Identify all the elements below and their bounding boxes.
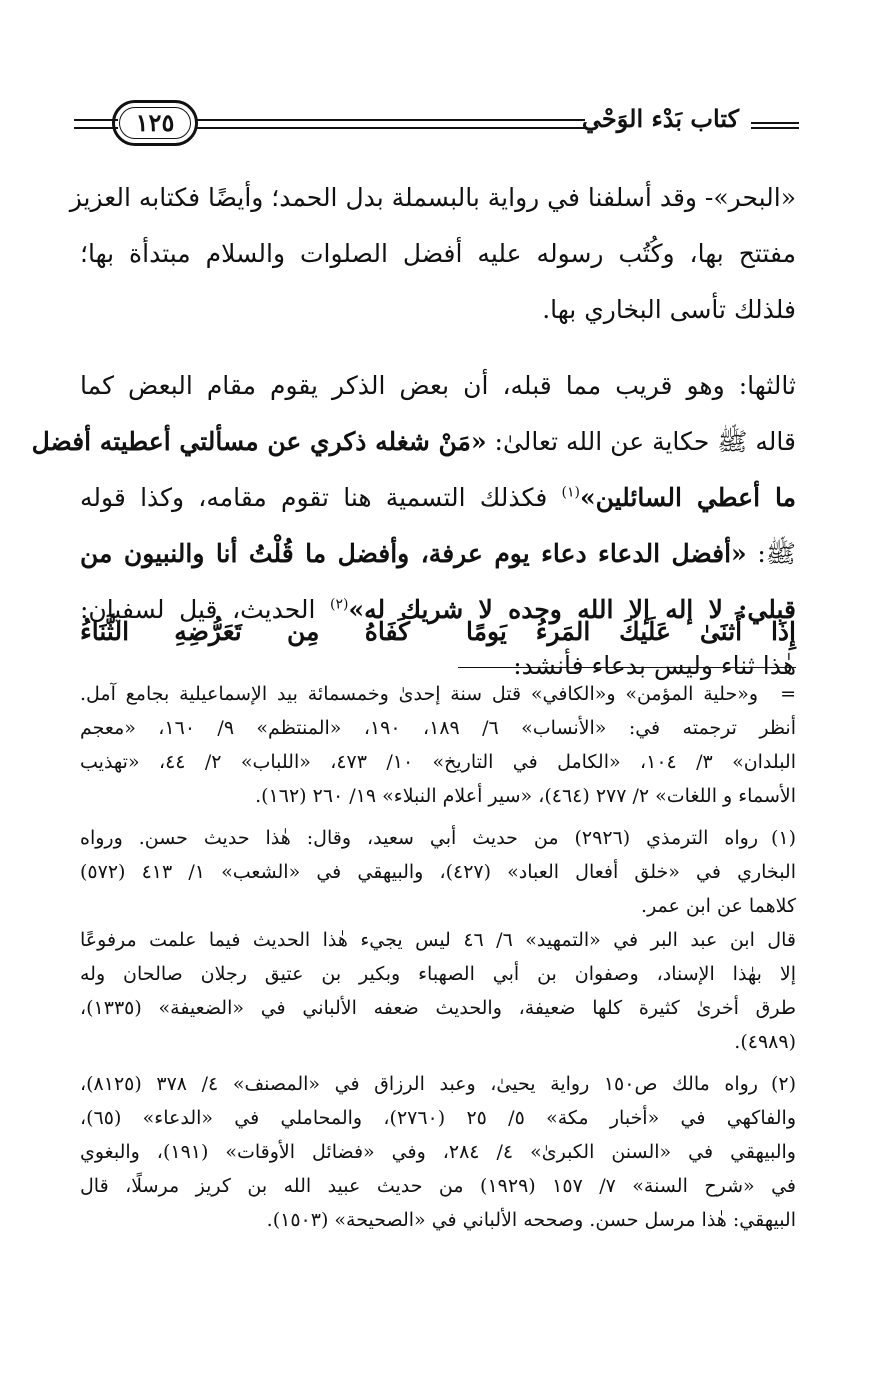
verse-hemistich-second: كَفَاهُ مِن تَعَرُّضِهِ الثَّنَاءُ xyxy=(80,617,410,646)
footnote-line: طرق أخرىٰ كثيرة كلها ضعيفة، والحديث ضعفه الألباني في «الضعيفة» (١٣٣٥)، xyxy=(80,997,796,1019)
body-line xyxy=(31,414,796,470)
footnote-2 xyxy=(80,1067,796,1237)
body-text: قاله ﷺ حكاية عن الله تعالىٰ: xyxy=(486,427,796,456)
footnote-1 xyxy=(80,821,796,1059)
header-rule-right xyxy=(751,122,799,129)
footnote-marker: (٢) xyxy=(770,1073,796,1095)
verse-hemistich-first: إِذَا أَثنَىٰ عَلَيكَ المَرءُ يَومًا xyxy=(466,617,796,646)
header-rule-middle xyxy=(192,119,585,129)
footnotes xyxy=(80,677,796,1237)
body-line: فلذلك تأسى البخاري بها. xyxy=(542,295,796,324)
body-line: «البحر»- وقد أسلفنا في رواية بالبسملة بدل الحمد؛ وأيضًا فكتابه العزيز xyxy=(69,183,796,212)
page-number: ١٢٥ xyxy=(135,108,175,137)
footnote-marker: (١) xyxy=(770,827,796,849)
footnote-marker: = xyxy=(780,683,796,705)
footnote-line: و«حلية المؤمن» و«الكافي» قتل سنة إحدىٰ وخمسمائة بيد الإسماعيلية بجامع آمل. xyxy=(80,683,758,705)
footnote-separator xyxy=(458,667,796,668)
header-rule-left xyxy=(74,119,118,129)
body-line: مفتتح بها، وكُتُب رسوله عليه أفضل الصلوات والسلام مبتدأة بها؛ xyxy=(80,239,796,268)
footnote-line: رواه مالك ص١٥٠ رواية يحيىٰ، وعبد الرزاق في «المصنف» ٤/ ٣٧٨ (٨١٢٥)، xyxy=(80,1073,758,1095)
body-line: هٰذا ثناء وليس بدعاء فأنشد: xyxy=(513,651,796,680)
hadith-quote: «أفضل الدعاء دعاء يوم عرفة، وأفضل ما قُلْتُ أنا والنبيون من xyxy=(80,539,747,568)
footnote-line: البيهقي: هٰذا مرسل حسن. وصححه الألباني في «الصحيحة» (١٥٠٣). xyxy=(266,1209,796,1231)
footnote-line: إلا بهٰذا الإسناد، وصفوان بن أبي الصهباء وبكير بن عتيق رجلان صالحان وله xyxy=(80,963,796,985)
footnote-line: في «شرح السنة» ٧/ ١٥٧ (١٩٢٩) من حديث عبيد الله بن كريز مرسلًا، قال xyxy=(80,1175,796,1197)
footnote-continued xyxy=(80,677,796,813)
footnote-line: (٤٩٨٩). xyxy=(734,1031,796,1053)
footnote-line: قال ابن عبد البر في «التمهيد» ٦/ ٤٦ ليس يجيء هٰذا الحديث فيما علمت مرفوعًا xyxy=(80,929,796,951)
body-text: ﷺ: xyxy=(746,539,797,568)
body-text: الحديث، قيل لسفيان: xyxy=(80,595,331,624)
hadith-quote: قبلي: لا إله إلا الله وحده لا شريك له» xyxy=(348,595,796,624)
page-number-frame xyxy=(112,100,198,146)
body-text: فكذلك التسمية هنا تقوم مقامه، وكذا قوله xyxy=(80,483,562,512)
footnote-line: والبيهقي في «السنن الكبرىٰ» ٤/ ٢٨٤، وفي «فضائل الأوقات» (١٩١)، والبغوي xyxy=(80,1141,796,1163)
footnote-line: أنظر ترجمته في: «الأنساب» ٦/ ١٨٩، ١٩٠، «المنتظم» ٩/ ١٦٠، «معجم xyxy=(80,717,796,739)
hadith-quote: «مَنْ شغله ذكري عن مسألتي أعطيته أفضل xyxy=(31,427,487,456)
footnote-ref-1[interactable]: (١) xyxy=(561,484,580,501)
poetry-verse xyxy=(80,604,796,660)
page-header xyxy=(74,100,799,150)
running-title: كتاب بَدْء الوَحْي xyxy=(581,104,739,133)
body-line xyxy=(80,470,796,526)
hadith-quote: ما أعطي السائلين» xyxy=(579,483,796,512)
footnote-line: البلدان» ٣/ ١٠٤، «الكامل في التاريخ» ١٠/ ٤٧٣، «اللباب» ٢/ ٤٤، «تهذيب xyxy=(80,751,796,773)
footnote-line: رواه الترمذي (٢٩٢٦) من حديث أبي سعيد، وقال: هٰذا حديث حسن. ورواه xyxy=(80,827,758,849)
footnote-line: كلاهما عن ابن عمر. xyxy=(641,895,796,917)
footnote-line: الأسماء و اللغات» ٢/ ٢٧٧ (٤٦٤)، «سير أعلام النبلاء» ١٩/ ٢٦٠ (١٦٢). xyxy=(255,785,796,807)
footnote-line: والفاكهي في «أخبار مكة» ٥/ ٢٥ (٢٧٦٠)، والمحاملي في «الدعاء» (٦٥)، xyxy=(80,1107,796,1129)
body-line xyxy=(80,526,796,582)
footnote-ref-2[interactable]: (٢) xyxy=(330,596,349,613)
footnote-line: البخاري في «خلق أفعال العباد» (٤٢٧)، والبيهقي في «الشعب» ١/ ٤١٣ (٥٧٢) xyxy=(80,861,796,883)
body-line: ثالثها: وهو قريب مما قبله، أن بعض الذكر يقوم مقام البعض كما xyxy=(80,371,796,400)
